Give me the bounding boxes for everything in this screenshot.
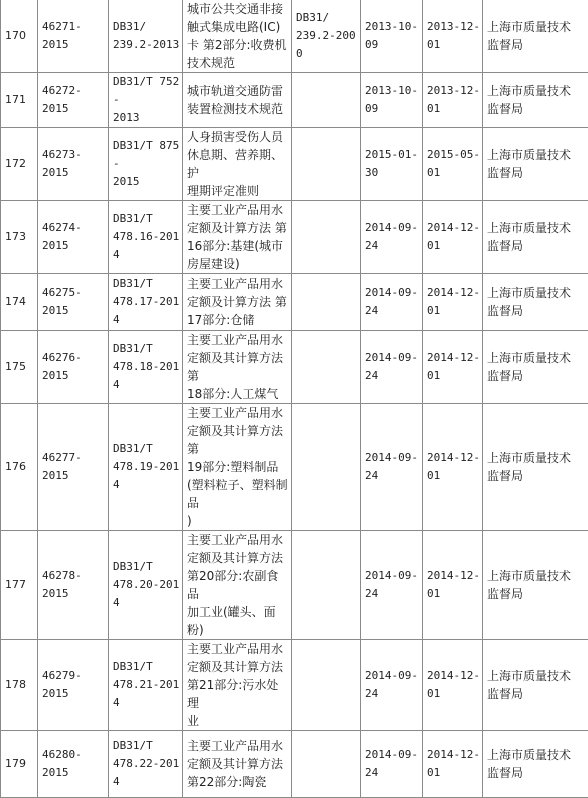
standard-title: 主要工业产品用水 定额及其计算方法 第22部分:陶瓷	[183, 731, 292, 798]
standard-title: 主要工业产品用水 定额及其计算方法第 19部分:塑料制品 (塑料粒子、塑料制品 )	[183, 404, 292, 531]
table-row	[1, 0, 588, 73]
publish-date: 2015-01- 30	[361, 128, 423, 201]
table-row	[1, 404, 588, 531]
implement-date: 2014-12- 01	[423, 640, 483, 731]
row-number: 175	[1, 331, 38, 404]
standard-number: DB31/T 478.17-2014	[109, 274, 183, 331]
publish-date: 2014-09- 24	[361, 731, 423, 798]
standard-number: DB31/T 478.22-2014	[109, 731, 183, 798]
replaced-standard	[292, 201, 361, 274]
implement-date: 2014-12- 01	[423, 274, 483, 331]
standard-title: 城市轨道交通防雷 装置检测技术规范	[183, 73, 292, 128]
implement-date: 2014-12- 01	[423, 201, 483, 274]
row-number: 177	[1, 531, 38, 640]
standard-number: DB31/T 478.16-2014	[109, 201, 183, 274]
record-code: 46272- 2015	[38, 73, 109, 128]
issuing-department: 上海市质量技术 监督局	[483, 0, 588, 73]
implement-date: 2014-12- 01	[423, 331, 483, 404]
standard-number: DB31/T 478.21-2014	[109, 640, 183, 731]
row-number: 178	[1, 640, 38, 731]
row-number: 174	[1, 274, 38, 331]
replaced-standard	[292, 404, 361, 531]
standard-title: 城市公共交通非接 触式集成电路(IC) 卡 第2部分:收费机 技术规范	[183, 0, 292, 73]
publish-date: 2013-10- 09	[361, 73, 423, 128]
record-code: 46280- 2015	[38, 731, 109, 798]
record-code: 46277- 2015	[38, 404, 109, 531]
record-code: 46274- 2015	[38, 201, 109, 274]
publish-date: 2013-10- 09	[361, 0, 423, 73]
implement-date: 2014-12- 01	[423, 531, 483, 640]
issuing-department: 上海市质量技术 监督局	[483, 640, 588, 731]
issuing-department: 上海市质量技术 监督局	[483, 128, 588, 201]
standard-number: DB31/T 478.18-2014	[109, 331, 183, 404]
standard-title: 主要工业产品用水 定额及其计算方法 第21部分:污水处理 业	[183, 640, 292, 731]
standard-number: DB31/T 875- 2015	[109, 128, 183, 201]
record-code: 46279- 2015	[38, 640, 109, 731]
replaced-standard: DB31/ 239.2-2000	[292, 0, 361, 73]
replaced-standard	[292, 331, 361, 404]
issuing-department: 上海市质量技术 监督局	[483, 331, 588, 404]
record-code: 46278- 2015	[38, 531, 109, 640]
table-row	[1, 274, 588, 331]
row-number: 173	[1, 201, 38, 274]
issuing-department: 上海市质量技术 监督局	[483, 404, 588, 531]
implement-date: 2013-12- 01	[423, 73, 483, 128]
replaced-standard	[292, 73, 361, 128]
issuing-department: 上海市质量技术 监督局	[483, 531, 588, 640]
table-row	[1, 201, 588, 274]
row-number: 170	[1, 0, 38, 73]
implement-date: 2013-12- 01	[423, 0, 483, 73]
table-row	[1, 73, 588, 128]
standard-number: DB31/T 478.20-2014	[109, 531, 183, 640]
table-row	[1, 640, 588, 731]
table-row	[1, 731, 588, 798]
replaced-standard	[292, 731, 361, 798]
publish-date: 2014-09- 24	[361, 274, 423, 331]
issuing-department: 上海市质量技术 监督局	[483, 274, 588, 331]
publish-date: 2014-09- 24	[361, 201, 423, 274]
implement-date: 2015-05- 01	[423, 128, 483, 201]
record-code: 46271- 2015	[38, 0, 109, 73]
table-row	[1, 128, 588, 201]
standard-number: DB31/T 752- 2013	[109, 73, 183, 128]
replaced-standard	[292, 640, 361, 731]
record-code: 46273- 2015	[38, 128, 109, 201]
table-row	[1, 531, 588, 640]
standard-title: 主要工业产品用水 定额及其计算方法第 18部分:人工煤气	[183, 331, 292, 404]
publish-date: 2014-09- 24	[361, 331, 423, 404]
record-code: 46276- 2015	[38, 331, 109, 404]
replaced-standard	[292, 128, 361, 201]
publish-date: 2014-09- 24	[361, 531, 423, 640]
standard-number: DB31/T 478.19-2014	[109, 404, 183, 531]
row-number: 171	[1, 73, 38, 128]
issuing-department: 上海市质量技术 监督局	[483, 731, 588, 798]
issuing-department: 上海市质量技术 监督局	[483, 201, 588, 274]
standard-number: DB31/ 239.2-2013	[109, 0, 183, 73]
row-number: 176	[1, 404, 38, 531]
record-code: 46275- 2015	[38, 274, 109, 331]
standard-title: 人身损害受伤人员 休息期、营养期、护 理期评定准则	[183, 128, 292, 201]
standard-title: 主要工业产品用水 定额及计算方法 第 16部分:基建(城市 房屋建设)	[183, 201, 292, 274]
replaced-standard	[292, 531, 361, 640]
row-number: 172	[1, 128, 38, 201]
publish-date: 2014-09- 24	[361, 640, 423, 731]
implement-date: 2014-12- 01	[423, 404, 483, 531]
issuing-department: 上海市质量技术 监督局	[483, 73, 588, 128]
table-row	[1, 331, 588, 404]
implement-date: 2014-12- 01	[423, 731, 483, 798]
standard-title: 主要工业产品用水 定额及其计算方法 第20部分:农副食品 加工业(罐头、面 粉)	[183, 531, 292, 640]
publish-date: 2014-09- 24	[361, 404, 423, 531]
row-number: 179	[1, 731, 38, 798]
replaced-standard	[292, 274, 361, 331]
standard-title: 主要工业产品用水 定额及计算方法 第 17部分:仓储	[183, 274, 292, 331]
